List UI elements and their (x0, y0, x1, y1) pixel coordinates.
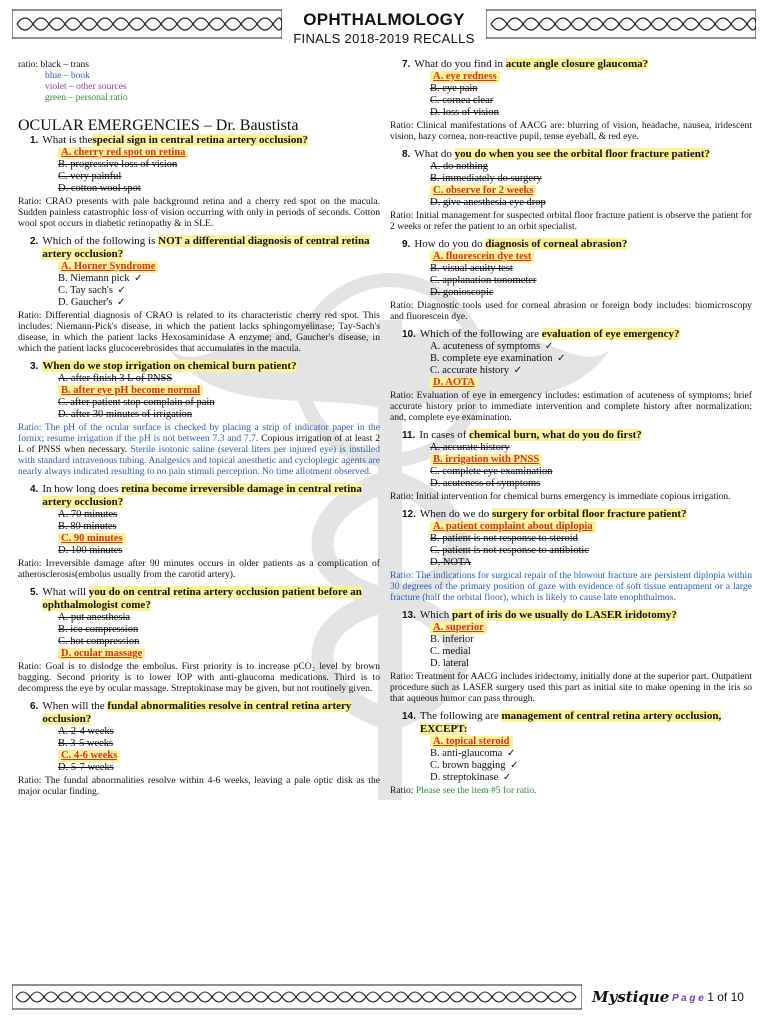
text-segment: you do when you see the orbital floor fracture patient? (454, 148, 710, 160)
text-segment: Which of the following is (42, 234, 159, 247)
text-segment: C. brown bagging (430, 760, 506, 771)
answer-option: A. cherry red spot on retina (58, 147, 188, 159)
text-segment: chemical burn, what do you do first? (469, 429, 642, 441)
check-icon: ✓ (117, 296, 126, 308)
check-icon: ✓ (117, 284, 126, 296)
text-segment: B. complete eye examination (430, 353, 553, 364)
text-segment: Please see the item #5 for ratio. (415, 785, 537, 796)
rationale: Ratio: The indications for surgical repair of the blowout fracture are persistent diplopia within 30 degrees of the primary position of gaze with evidence of soft tissue entrapment or a large fracture (half the orbital floor), which is likely to cause late enophthalmos. (390, 570, 752, 603)
text-segment: 13. (402, 610, 416, 621)
rationale: Ratio: Initial management for suspected orbital floor fracture patient is observe the patient for 2 weeks or refer the patient to an orbit specialist. (390, 210, 752, 232)
text-segment: 12. (402, 509, 416, 520)
question-7 (390, 58, 752, 142)
text-segment: you do on central retina artery occlusion patient before an ophthalmologist come? (42, 585, 362, 611)
option-c (430, 760, 752, 772)
text-segment: 8. (402, 149, 411, 160)
text-segment: A. acuteness of symptoms (430, 341, 541, 352)
page-current: 1 (707, 990, 714, 1004)
option-d: D. gonioscopic (430, 287, 494, 298)
ornamental-border-bottom (12, 984, 582, 1010)
question-12 (390, 508, 752, 603)
question-14 (390, 710, 752, 796)
text-segment: When will the (42, 699, 108, 712)
text-segment: retina become irreversible damage in central retina artery occlusion? (42, 482, 362, 508)
text-segment: Ratio: (390, 785, 416, 796)
text-segment: part of iris do we usually do LASER iridotomy? (451, 609, 677, 621)
option-d: D. give anesthesia eye drop (430, 197, 546, 208)
option-d (430, 772, 752, 784)
rationale: Ratio: Initial intervention for chemical burns emergency is immediate copious irrigation. (390, 491, 731, 502)
text-segment: Which (419, 609, 452, 621)
question-text (414, 148, 752, 161)
text-segment: In cases of (419, 429, 470, 441)
text-segment: When do we do (419, 508, 492, 520)
question-text (420, 710, 752, 736)
option-a: A. after finish 3 L of PNSS (58, 372, 173, 384)
legend-black: ratio: black – trans (18, 60, 89, 70)
check-icon: ✓ (506, 748, 516, 759)
question-10 (390, 328, 752, 423)
question-6 (18, 700, 380, 797)
question-4 (18, 483, 380, 580)
text-segment: How do you do (414, 238, 486, 250)
text-segment: C. Tay sach's (58, 284, 113, 296)
rationale: Ratio: Treatment for AACG includes iridectomy, initially done at the superior part. Outpatient procedure such as LASER surgery used this part as initial site to make opening in the iris so that aqueous humor can pass through. (390, 671, 752, 704)
text-segment: NOT a differential diagnosis of central retina artery occlusion? (42, 234, 370, 260)
rationale: Ratio: Diagnostic tools used for corneal abrasion or foreign body includes: biomicroscopy and fluorescein dye. (390, 300, 752, 322)
text-segment: acute angle closure glaucoma? (505, 58, 649, 70)
text-segment: evaluation of eye emergency? (541, 328, 680, 340)
option-a: A. 70 minutes (58, 508, 118, 520)
option-b (58, 273, 380, 285)
question-9 (390, 238, 752, 322)
color-legend (18, 60, 128, 104)
text-segment: What will (42, 585, 89, 598)
check-icon: ✓ (513, 365, 523, 376)
answer-option: A. eye redness (430, 71, 500, 83)
option-c: C. applanation tonometer (430, 275, 537, 286)
question-2 (18, 235, 380, 354)
option-c: C. cornea clear (430, 95, 494, 106)
option-d: D. after 30 minutes of irrigation (58, 408, 193, 420)
option-c: C. hot compression (58, 635, 140, 647)
option-b (430, 748, 752, 760)
text-segment: 10. (402, 329, 416, 340)
answer-option: C. observe for 2 weeks (430, 185, 536, 197)
mystique-logo: Mystique (592, 988, 670, 1006)
rationale: Ratio: Differential diagnosis of CRAO is related to its characteristic cherry red spot. This includes: Niemann-Pick's disease, in which the patient lacks sphingomyelinase; Tay-Sach's disease, in which the patient lacks Hexosaminidase A enzyme; and, Gaucher's disease, in which the patient lacks glucocerebrosides that accumulates in the macula. (18, 309, 380, 354)
ornamental-border-top-left (12, 8, 282, 40)
text-segment: 11. (402, 430, 416, 441)
option-d: D. lateral (430, 658, 470, 669)
question-text (414, 238, 752, 251)
text-segment: When do we stop irrigation on chemical burn patient? (42, 359, 297, 372)
left-column (18, 117, 380, 803)
option-b: B. patient is not response to steroid (430, 533, 578, 544)
check-icon: ✓ (544, 341, 554, 352)
text-segment: D. Gaucher's (58, 296, 113, 308)
option-b: B. progressive loss of vision (58, 158, 178, 170)
question-text (42, 235, 380, 261)
text-segment: 14. (402, 711, 416, 722)
option-d: D. acuteness of symptoms (430, 478, 541, 489)
text-segment: 7. (402, 59, 411, 70)
ornamental-border-top-right (486, 8, 756, 40)
question-text (419, 429, 752, 442)
question-text (42, 586, 380, 612)
option-d: D. cotton wool spot (58, 182, 141, 194)
option-c (430, 365, 752, 377)
text-segment: 2. (30, 235, 39, 247)
answer-option: D. ocular massage (58, 648, 145, 660)
question-text (42, 700, 380, 726)
option-a: A. 2-4 weeks (58, 725, 114, 737)
rationale: Ratio: The fundal abnormalities resolve within 4-6 weeks, leaving a pale optic disk as the major ocular finding. (18, 774, 380, 797)
text-segment: The following are (419, 710, 502, 722)
page-title: OPHTHALMOLOGY (303, 10, 465, 29)
answer-option: A. topical steroid (430, 736, 513, 748)
page-subtitle: FINALS 2018-2019 RECALLS (293, 31, 475, 46)
option-b: B. immediately do surgery (430, 173, 542, 184)
legend-violet: violet – other sources (45, 82, 127, 92)
option-c: C. after patient stop complain of pain (58, 396, 215, 408)
text-segment: D. streptokinase (430, 772, 499, 783)
text-segment: 6. (30, 700, 39, 712)
question-text (420, 328, 752, 341)
check-icon: ✓ (134, 272, 143, 284)
text-segment: Copious irrigation of at least 2 L of PNSS when necessary. (18, 432, 380, 455)
rationale: Ratio: Clinical manifestations of AACG are: blurring of vision, headache, nausea, iridescent vision, hazy cornea, non-reactive pupil, tense eyeball, & red eye. (390, 120, 752, 142)
text-segment: 5. (30, 586, 39, 598)
option-b: B. ice compression (58, 623, 139, 635)
option-b (430, 353, 752, 365)
text-segment: B. anti-glaucoma (430, 748, 503, 759)
answer-option: C. 90 minutes (58, 533, 126, 545)
option-c: C. very painful (58, 170, 122, 182)
question-text (420, 508, 752, 521)
text-segment: 4. (30, 483, 39, 495)
text-segment: fundal abnormalities resolve in central retina artery occlusion? (42, 699, 352, 725)
option-d: D. 5-7 weeks (58, 761, 114, 773)
page-number (672, 990, 744, 1004)
option-c: C. complete eye examination (430, 466, 553, 477)
answer-option: A. Horner Syndrome (58, 261, 158, 273)
rationale: Ratio: CRAO presents with pale background retina and a cherry red spot on the macula. Sudden painless catastrophic loss of vision occurring with only in periods of seconds. Cotton wool spot occurs in diabetic retinopathy & in SLE. (18, 195, 380, 229)
option-d: D. 100 minutes (58, 544, 123, 556)
question-text (42, 483, 380, 509)
answer-option: C. 4-6 weeks (58, 750, 120, 762)
option-b: B. inferior (430, 634, 474, 645)
question-11 (390, 429, 752, 502)
text-segment: What do you find in (414, 58, 506, 70)
option-c: C. patient is not response to antibiotic (430, 545, 589, 556)
option-c (58, 285, 380, 297)
rationale (18, 422, 380, 477)
option-d (58, 297, 380, 309)
legend-green: green – personal ratio (45, 93, 128, 103)
answer-option: D. AOTA (430, 377, 478, 389)
check-icon: ✓ (510, 760, 519, 771)
text-segment: 9. (402, 239, 411, 250)
question-text (414, 58, 752, 71)
option-b: B. 80 minutes (58, 520, 117, 532)
text-segment: B. Niemann pick (58, 272, 130, 284)
option-d: D. loss of vision (430, 107, 499, 118)
answer-option: A. patient complaint about diplopia (430, 521, 596, 533)
check-icon: ✓ (557, 353, 566, 364)
option-a: A. accurate history (430, 442, 510, 453)
text-segment: 3. (30, 360, 39, 372)
page-label: P a g e (672, 993, 704, 1004)
question-number: 1. (30, 134, 39, 146)
question-8 (390, 148, 752, 232)
check-icon: ✓ (502, 772, 512, 783)
option-a: A. put anesthesia (58, 611, 131, 623)
option-b: B. eye pain (430, 83, 478, 94)
rationale: Ratio: Irreversible damage after 90 minutes occurs in older patients as a complication of atherosclerosis(embolus usually from the carotid artery). (18, 557, 380, 580)
legend-blue: blue – book (45, 71, 90, 81)
rationale: Ratio: Goal is to dislodge the embolus. First priority is to increase pCO₂ level by brown bagging. Second priority is to lower IOP with anti-glaucoma medications. Third is to decompress the eye by ocular massage. Streptokinase may be given, but not routinely given. (18, 660, 380, 694)
page-header (282, 10, 486, 46)
question-3 (18, 360, 380, 477)
section-title: OCULAR EMERGENCIES – Dr. Baustista (18, 117, 299, 134)
rationale: Ratio: Evaluation of eye in emergency includes: estimation of acuteness of symptoms; brief accurate history prior to immediate intervention and complete history after normalization; and, complete eye examination. (390, 390, 752, 423)
question-text (420, 609, 752, 622)
question-text (42, 360, 380, 373)
option-b: B. visual acuity test (430, 263, 513, 274)
text-segment: What do (414, 148, 455, 160)
question-5 (18, 586, 380, 694)
right-column (390, 58, 752, 802)
text-segment: special sign in central retina artery occlusion? (92, 133, 308, 146)
text-segment: surgery for orbital floor fracture patient? (492, 508, 687, 520)
option-a: A. do nothing (430, 161, 489, 172)
answer-option: B. irrigation with PNSS (430, 454, 542, 466)
answer-option: A. superior (430, 622, 487, 634)
answer-option: A. fluorescein dye test (430, 251, 534, 263)
text-segment: What is the (42, 133, 93, 146)
text-segment: In how long does (42, 482, 122, 495)
question-13 (390, 609, 752, 704)
text-segment: management of central retina artery occlusion, EXCEPT: (419, 710, 722, 735)
text-segment: Which of the following are (419, 328, 542, 340)
option-b: B. 3-5 weeks (58, 737, 114, 749)
text-segment: Sterile isotonic saline (several liters per injured eye) is instilled with standard intravenous tubing. Analgesics and topical anesthetic and cycloplegic agents are nearly always indicated resulting to no pain stimuli perception. No time allotment observed. (18, 443, 380, 477)
text-segment: Ratio: The pH of the ocular surface is checked by placing a strip of indicator paper in the fornix; resume irrigation if the pH is not between 7.3 and 7.7. (18, 421, 380, 444)
option-a (430, 341, 752, 353)
rationale (390, 785, 752, 796)
question-text (42, 134, 380, 147)
question-1 (18, 134, 380, 229)
option-d: D. NOTA (430, 557, 472, 568)
option-c: C. medial (430, 646, 471, 657)
text-segment: C. accurate history (430, 365, 510, 376)
page-total: of 10 (717, 990, 744, 1004)
answer-option: B. after eye pH become normal (58, 385, 203, 397)
text-segment: diagnosis of corneal abrasion? (485, 238, 628, 250)
